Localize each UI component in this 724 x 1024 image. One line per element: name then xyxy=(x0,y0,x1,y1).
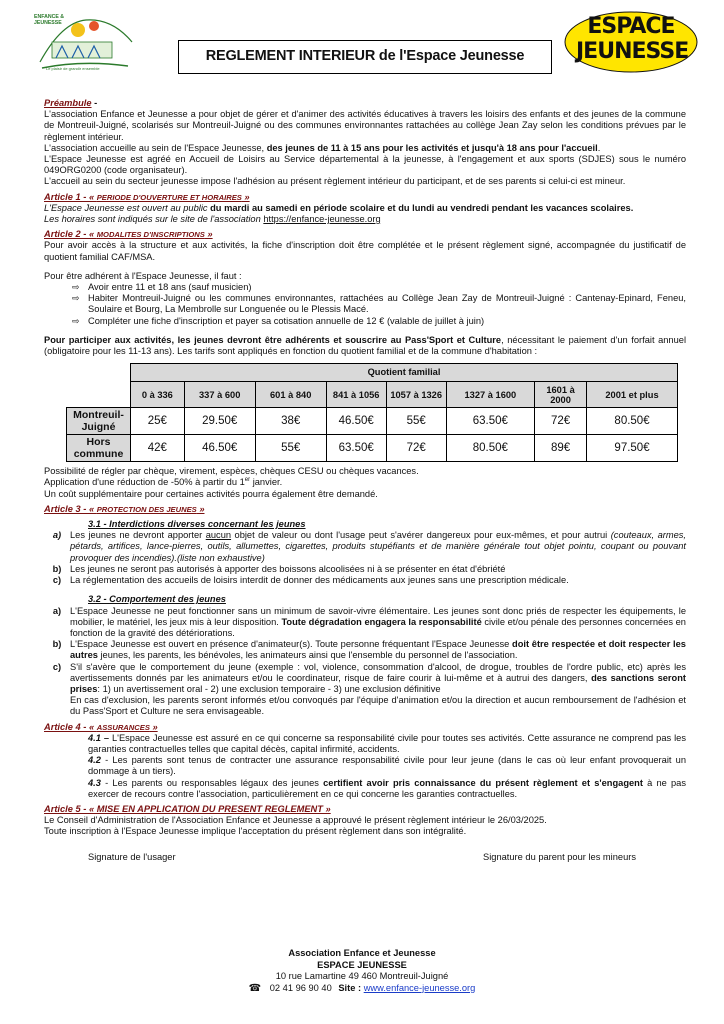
text-part: S'il s'avère que le comportement du jeune (exemple : vol, violence, consommation d'alcool, de drogue, troubles de l'ordre public, etc) après les avertissements donnés par les animateurs et/ou le coordinateur, risque de faire courir à lui-même et à autrui des dangers, xyxy=(70,661,686,683)
footer xyxy=(0,948,724,994)
preambule-p3: L'Espace Jeunesse est agréé en Accueil de Loisirs au Service départemental à la jeunesse, à l'engagement et aux sports (SDJES) sous le numéro 049ORG0200 (code organisateur). xyxy=(44,154,686,176)
text-part: à ne pas exercer de recours contre l'association, particulièrement en ce qui concerne les garanties contractuelles. xyxy=(88,777,687,799)
table-cell: 80.50€ xyxy=(587,408,678,435)
text-part: jeunes, les parents, les bénévoles, les animateurs ainsi que l'ensemble du personnel de l'association. xyxy=(97,650,518,661)
text-part-bold: doit être respectée et doit respecter les autres xyxy=(70,639,686,661)
preambule-p2 xyxy=(44,143,686,154)
list-letter: b) xyxy=(52,563,62,574)
article-number: 4.3 xyxy=(88,777,101,788)
footer-org: Association Enfance et Jeunesse xyxy=(288,948,436,958)
text-part: L'Espace Jeunesse ne peut fonctionner sans un minimum de savoir-vivre élémentaire. Les jeunes sont donc priés de respecter les équipements, le mobilier, le matériel, les jeux mis à leur disposition. xyxy=(70,605,686,627)
article4-p1 xyxy=(44,733,686,755)
table-cell: 72€ xyxy=(386,435,446,462)
list-item xyxy=(44,639,686,661)
reglement-content xyxy=(44,98,686,863)
footer-contact xyxy=(0,983,724,995)
text-part: : 1) un avertissement oral - 2) une exclusion temporaire - 3) une exclusion définitive xyxy=(97,683,441,694)
list-item-text: La réglementation des accueils de loisirs interdit de donner des médicaments aux jeunes sans une prescription médicale. xyxy=(70,575,569,586)
reduction-note xyxy=(44,477,686,488)
article2-p3-a: Pour participer aux activités, les jeunes devront être adhérents et souscrire au Pass'Sport et Culture xyxy=(44,334,502,345)
payment-methods: Possibilité de régler par chèque, virement, espèces, chèques CESU ou chèques vacances. xyxy=(44,466,419,477)
extra-cost-note: Un coût supplémentaire pour certaines activités pourra également être demandé. xyxy=(44,488,378,499)
table-cell: 80.50€ xyxy=(446,435,534,462)
signature-user-label: Signature de l'usager xyxy=(88,851,176,862)
article3-sub1: 3.1 - Interdictions diverses concernant les jeunes xyxy=(88,519,306,530)
tarifs-table xyxy=(66,363,678,462)
list-item xyxy=(44,575,686,586)
table-cell: 55€ xyxy=(255,435,326,462)
text-part-bold: certifient avoir pris connaissance du présent règlement et s'engagent xyxy=(323,777,643,788)
list-letter: a) xyxy=(52,530,62,541)
footer-name: ESPACE JEUNESSE xyxy=(317,959,407,970)
table-column-header: 1601 à 2000 xyxy=(535,382,587,408)
article3-sub2: 3.2 - Comportement des jeunes xyxy=(88,594,226,605)
association-website-link[interactable]: https://enfance-jeunesse.org xyxy=(263,214,381,225)
reduction-note-b: janvier. xyxy=(250,477,283,488)
table-row xyxy=(67,435,678,462)
preambule-dash: - xyxy=(91,98,98,108)
text-part: Les jeunes ne devront apporter xyxy=(70,530,206,541)
list-item-text: Les jeunes ne seront pas autorisés à apporter des boissons alcoolisées ni à se présenter en état d'ébriété xyxy=(70,563,506,574)
table-column-header: 841 à 1056 xyxy=(326,382,386,408)
article1-heading-a: Article 1 - « xyxy=(44,191,97,202)
article1-heading-c: » xyxy=(241,191,250,202)
article4-heading-b: ASSURANCES xyxy=(96,722,150,732)
list-item-text: Habiter Montreuil-Juigné ou les communes environnantes, rattachées au Collège Jean Zay de Montreuil-Juigné : Cantenay-Epinard, Feneu, Soulaire et Bourg, La Membrolle sur Longuenée ou le Plessis Macé. xyxy=(88,293,686,315)
article3-heading-a: Article 3 - « xyxy=(44,503,97,514)
list-item-text xyxy=(70,606,686,640)
page-title-box xyxy=(178,40,552,74)
text-part: - Les parents sont tenus de contracter une assurance responsabilité civile pour leur jeune (dans le cas où leur enfant provoquerait un dommage à un tiers). xyxy=(88,755,686,777)
article-number: 4.1 – xyxy=(88,732,110,743)
list-item xyxy=(44,606,686,640)
list-item-text: Compléter une fiche d'inscription et payer sa cotisation annuelle de 12 € (valable de juillet à juin) xyxy=(88,315,485,326)
footer-site-label: Site : xyxy=(338,982,362,993)
table-cell: 25€ xyxy=(131,408,185,435)
article3-heading-c: » xyxy=(196,503,205,514)
article1-line2 xyxy=(44,214,686,225)
preambule-p2-b: des jeunes de 11 à 15 ans pour les activités et jusqu'à 18 ans pour l'accueil xyxy=(266,142,598,153)
page-title: REGLEMENT INTERIEUR de l'Espace Jeunesse xyxy=(205,48,525,65)
text-part-italic: (couteaux, armes, pétards, artifices, lance-pierres, outils, allumettes, cigarettes, produits stupéfiants et de manière générale tout objet pointu, coupant ou pouvant provoquer des incendies).(liste non exhaustive) xyxy=(70,530,686,563)
reduction-note-sup: er xyxy=(244,477,251,484)
logo-right-line1: ESPACE xyxy=(587,14,675,39)
table-corner xyxy=(67,364,131,382)
table-column-header: 601 à 840 xyxy=(255,382,326,408)
list-item xyxy=(72,282,686,293)
article4-p2 xyxy=(44,755,686,777)
reduction-note-a: Application d'une réduction de -50% à partir du 1 xyxy=(44,477,245,488)
text-part-underline: aucun xyxy=(205,530,232,541)
table-cell: 38€ xyxy=(255,408,326,435)
article5-heading: Article 5 - « MISE EN APPLICATION DU PRESENT REGLEMENT » xyxy=(44,803,331,814)
table-header-row xyxy=(67,382,678,408)
list-item-text xyxy=(70,662,686,718)
article2-p3-b: , nécessitant le paiement d'un forfait annuel (obligatoire pour les 11-13 ans). Les tarifs sont appliqués en fonction du quotient familial et de la commune d'habitation : xyxy=(44,334,687,357)
table-column-header: 0 à 336 xyxy=(131,382,185,408)
table-cell: 63.50€ xyxy=(446,408,534,435)
article3-heading-b: PROTECTION DES JEUNES xyxy=(96,504,197,514)
arrow-right-icon: ⇨ xyxy=(72,282,80,293)
article5-p2: Toute inscription à l'Espace Jeunesse implique l'acceptation du présent règlement dans son intégralité. xyxy=(44,826,467,837)
logo-left-subtitle: Le plaisir de grandir ensemble xyxy=(46,66,100,71)
table-group-header: Quotient familial xyxy=(131,364,678,382)
article1-line1-a: L'Espace Jeunesse est ouvert au public xyxy=(44,202,211,213)
text-part: objet de valeur ou dont l'usage peut s'avérer dangereux pour eux-mêmes, et pour autrui xyxy=(231,530,611,541)
list-item-text xyxy=(70,639,686,661)
logo-left-text: ENFANCE & JEUNESSE xyxy=(34,14,64,26)
text-part: civile et/ou pénale des personnes concernées en fonction de la gravité des détériorations. xyxy=(70,616,686,638)
article1-line1-b: du mardi au samedi en période scolaire et du lundi au vendredi pendant les vacances scolaires. xyxy=(210,202,634,213)
text-part-bold: des sanctions seront prises xyxy=(70,672,686,694)
list-item xyxy=(44,662,686,718)
article1-line1 xyxy=(44,203,686,214)
table-row xyxy=(67,408,678,435)
list-item xyxy=(44,530,686,564)
article2-heading-b: MODALITES D'INSCRIPTIONS xyxy=(96,230,205,240)
adhesion-conditions-list xyxy=(72,282,686,327)
article4-p3 xyxy=(44,778,686,800)
signatures-row xyxy=(44,852,686,863)
table-row-header: Montreuil-Juigné xyxy=(67,408,131,435)
phone-icon: ☎ xyxy=(248,982,262,994)
table-cell: 42€ xyxy=(131,435,185,462)
table-column-header: 1327 à 1600 xyxy=(446,382,534,408)
article2-p1: Pour avoir accès à la structure et aux activités, la fiche d'inscription doit être complétée et le présent règlement signé, accompagnée du justificatif de quotient familial CAF/MSA. xyxy=(44,240,686,262)
article2-p3 xyxy=(44,335,686,357)
list-letter: b) xyxy=(52,639,62,650)
table-cell: 46.50€ xyxy=(184,435,255,462)
arrow-right-icon: ⇨ xyxy=(72,293,80,304)
list-letter: c) xyxy=(52,661,62,672)
arrow-right-icon: ⇨ xyxy=(72,315,80,326)
text-part: L'Espace Jeunesse est ouvert en présence d'animateur(s). Toute personne fréquentant l'Espace Jeunesse xyxy=(70,639,513,650)
table-column-header: 337 à 600 xyxy=(184,382,255,408)
article4-heading xyxy=(44,722,686,733)
preambule-p4: L'accueil au sein du secteur jeunesse impose l'adhésion au présent règlement intérieur du participant, et de ses parents si celui-ci est mineur. xyxy=(44,176,626,187)
article5-p1: Le Conseil d'Administration de l'Association Enfance et Jeunesse a approuvé le présent règlement intérieur le 26/03/2025. xyxy=(44,815,547,826)
text-part: - Les parents ou responsables légaux des jeunes xyxy=(100,777,324,788)
preambule-title: Préambule xyxy=(44,98,92,108)
article2-p2: Pour être adhérent à l'Espace Jeunesse, il faut : xyxy=(44,270,242,281)
table-cell: 97.50€ xyxy=(587,435,678,462)
preambule-p2-c: . xyxy=(597,142,601,153)
table-cell: 55€ xyxy=(386,408,446,435)
footer-site-link[interactable]: www.enfance-jeunesse.org xyxy=(363,982,476,993)
article2-heading-c: » xyxy=(204,229,213,240)
article4-heading-a: Article 4 - « xyxy=(44,721,97,732)
list-letter: c) xyxy=(52,575,62,586)
logo-right-line2: JEUNESSE xyxy=(576,39,689,64)
footer-phone: 02 41 96 90 40 xyxy=(269,982,332,993)
table-cell: 46.50€ xyxy=(326,408,386,435)
list-item xyxy=(72,316,686,327)
article3-heading xyxy=(44,504,686,515)
table-row-header: Hors commune xyxy=(67,435,131,462)
table-cell: 63.50€ xyxy=(326,435,386,462)
preambule-p1: L'association Enfance et Jeunesse a pour objet de gérer et d'animer des activités éducatives à travers les loisirs des enfants et des jeunes de la commune de Montreuil-Juigné, scolarisés sur Montreuil-Juigné ou des communes environnantes rattachées au collège Jean Zay selon les conditions prévues par le règlement intérieur. xyxy=(44,109,686,142)
espace-jeunesse-logo xyxy=(562,8,700,74)
list-item xyxy=(44,564,686,575)
preambule-p2-a: L'association accueille au sein de l'Espace Jeunesse, xyxy=(44,142,267,153)
list-letter: a) xyxy=(52,605,62,616)
list-item xyxy=(72,293,686,315)
text-part-bold: Toute dégradation engagera la responsabilité xyxy=(281,616,482,627)
footer-address: 10 rue Lamartine 49 460 Montreuil-Juigné xyxy=(275,971,449,981)
table-cell: 89€ xyxy=(535,435,587,462)
article4-heading-c: » xyxy=(149,721,158,732)
table-cell: 29.50€ xyxy=(184,408,255,435)
table-column-header: 1057 à 1326 xyxy=(386,382,446,408)
article1-line2-a: Les horaires sont indiqués sur le site de l'association xyxy=(44,214,264,225)
preambule-heading xyxy=(44,98,686,109)
article2-heading-a: Article 2 - « xyxy=(44,229,97,240)
article2-heading xyxy=(44,229,686,240)
signature-parent-label: Signature du parent pour les mineurs xyxy=(483,851,636,862)
list-item-text xyxy=(70,530,686,564)
table-column-header: 2001 et plus xyxy=(587,382,678,408)
text-part: L'Espace Jeunesse est assuré en ce qui concerne sa responsabilité civile pour toutes ses activités. Cette assurance ne comprend pas les garanties contractuelles telles que capital décès, capital infirmité, accidents. xyxy=(88,732,686,754)
comportement-list xyxy=(44,606,686,718)
article-number: 4.2 xyxy=(88,755,101,766)
article1-heading-b: PERIODE D'OUVERTURE ET HORAIRES xyxy=(96,192,242,202)
article1-heading xyxy=(44,192,686,203)
text-part: En cas d'exclusion, les parents seront informés et/ou convoqués par l'équipe d'animation et/ou la direction et aucun remboursement de l'adhésion et du Pass'Sport et Culture ne sera envisageable. xyxy=(70,695,686,717)
list-item-text: Avoir entre 11 et 18 ans (sauf musicien) xyxy=(88,282,252,293)
interdictions-list xyxy=(44,530,686,586)
table-cell: 72€ xyxy=(535,408,587,435)
association-logo xyxy=(32,12,140,74)
